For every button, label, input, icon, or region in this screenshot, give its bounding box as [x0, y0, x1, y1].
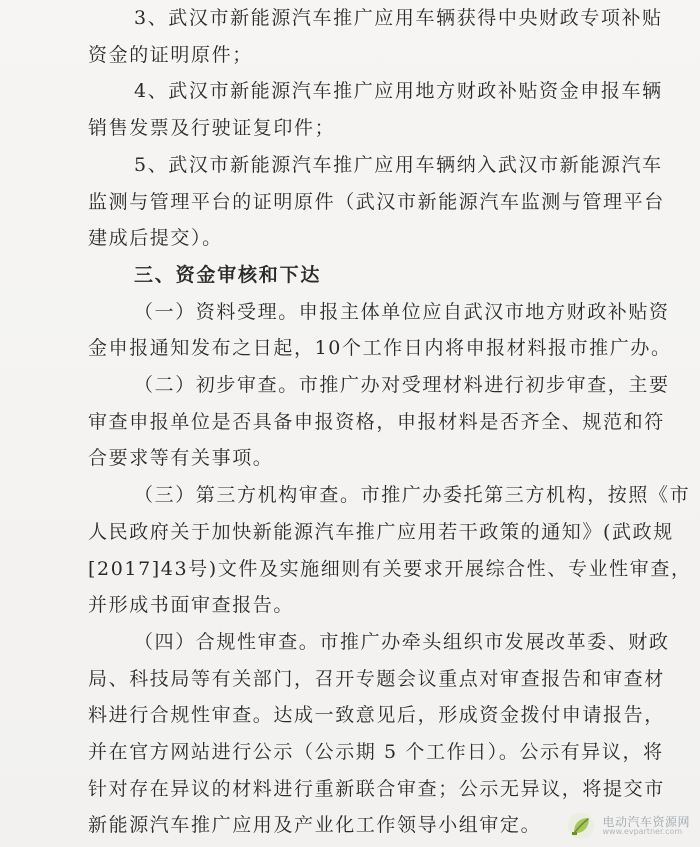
document-line: （四）合规性审查。市推广办牵头组织市发展改革委、财政 [134, 630, 670, 653]
document-line: 4、武汉市新能源汽车推广应用地方财政补贴资金申报车辆 [134, 80, 663, 103]
leaf-plug-icon [566, 811, 596, 841]
document-line: [2017]43号)文件及实施细则有关要求开展综合性、专业性审查， [88, 557, 692, 580]
document-line: 审查申报单位是否具备申报资格，申报材料是否齐全、规范和符 [88, 410, 665, 433]
watermark-url: www.evpartner.com [602, 827, 683, 837]
document-line: 针对存在异议的材料进行重新联合审查；公示无异议，将提交市 [88, 777, 665, 800]
document-body [88, 0, 692, 844]
section-heading: 三、资金审核和下达 [134, 263, 322, 286]
document-line: （三）第三方机构审查。市推广办委托第三方机构，按照《市 [134, 484, 691, 507]
watermark [566, 811, 690, 841]
document-line: 建成后提交）。 [88, 227, 223, 250]
document-line: 并形成书面审查报告。 [88, 594, 295, 617]
watermark-name: 电动汽车资源网 [602, 814, 690, 829]
document-line: 3、武汉市新能源汽车推广应用车辆获得中央财政专项补贴 [134, 7, 663, 29]
document-line: 并在官方网站进行公示（公示期 5 个工作日）。公示有异议，将 [88, 741, 664, 764]
document-line: 局、科技局等有关部门，召开专题会议重点对审查报告和审查材 [88, 667, 665, 690]
document-line: 监测与管理平台的证明原件（武汉市新能源汽车监测与管理平台 [88, 190, 665, 213]
document-line: 资金的证明原件； [88, 43, 253, 66]
document-line: 5、武汉市新能源汽车推广应用车辆纳入武汉市新能源汽车 [134, 153, 663, 176]
document-line: （一）资料受理。申报主体单位应自武汉市地方财政补贴资 [134, 300, 670, 323]
document-line: 销售发票及行驶证复印件； [88, 117, 336, 140]
document-line: （二）初步审查。市推广办对受理材料进行初步审查，主要 [134, 374, 670, 397]
document-line: 料进行合规性审查。达成一致意见后，形成资金拨付申请报告， [88, 704, 665, 727]
document-line: 合要求等有关事项。 [88, 447, 274, 470]
document-line: 新能源汽车推广应用及产业化工作领导小组审定。 [88, 814, 542, 837]
document-line: 金申报通知发布之日起，10个工作日内将申报材料报市推广办。 [88, 337, 672, 360]
document-line: 人民政府关于加快新能源汽车推广应用若干政策的通知》(武政规 [88, 520, 674, 543]
